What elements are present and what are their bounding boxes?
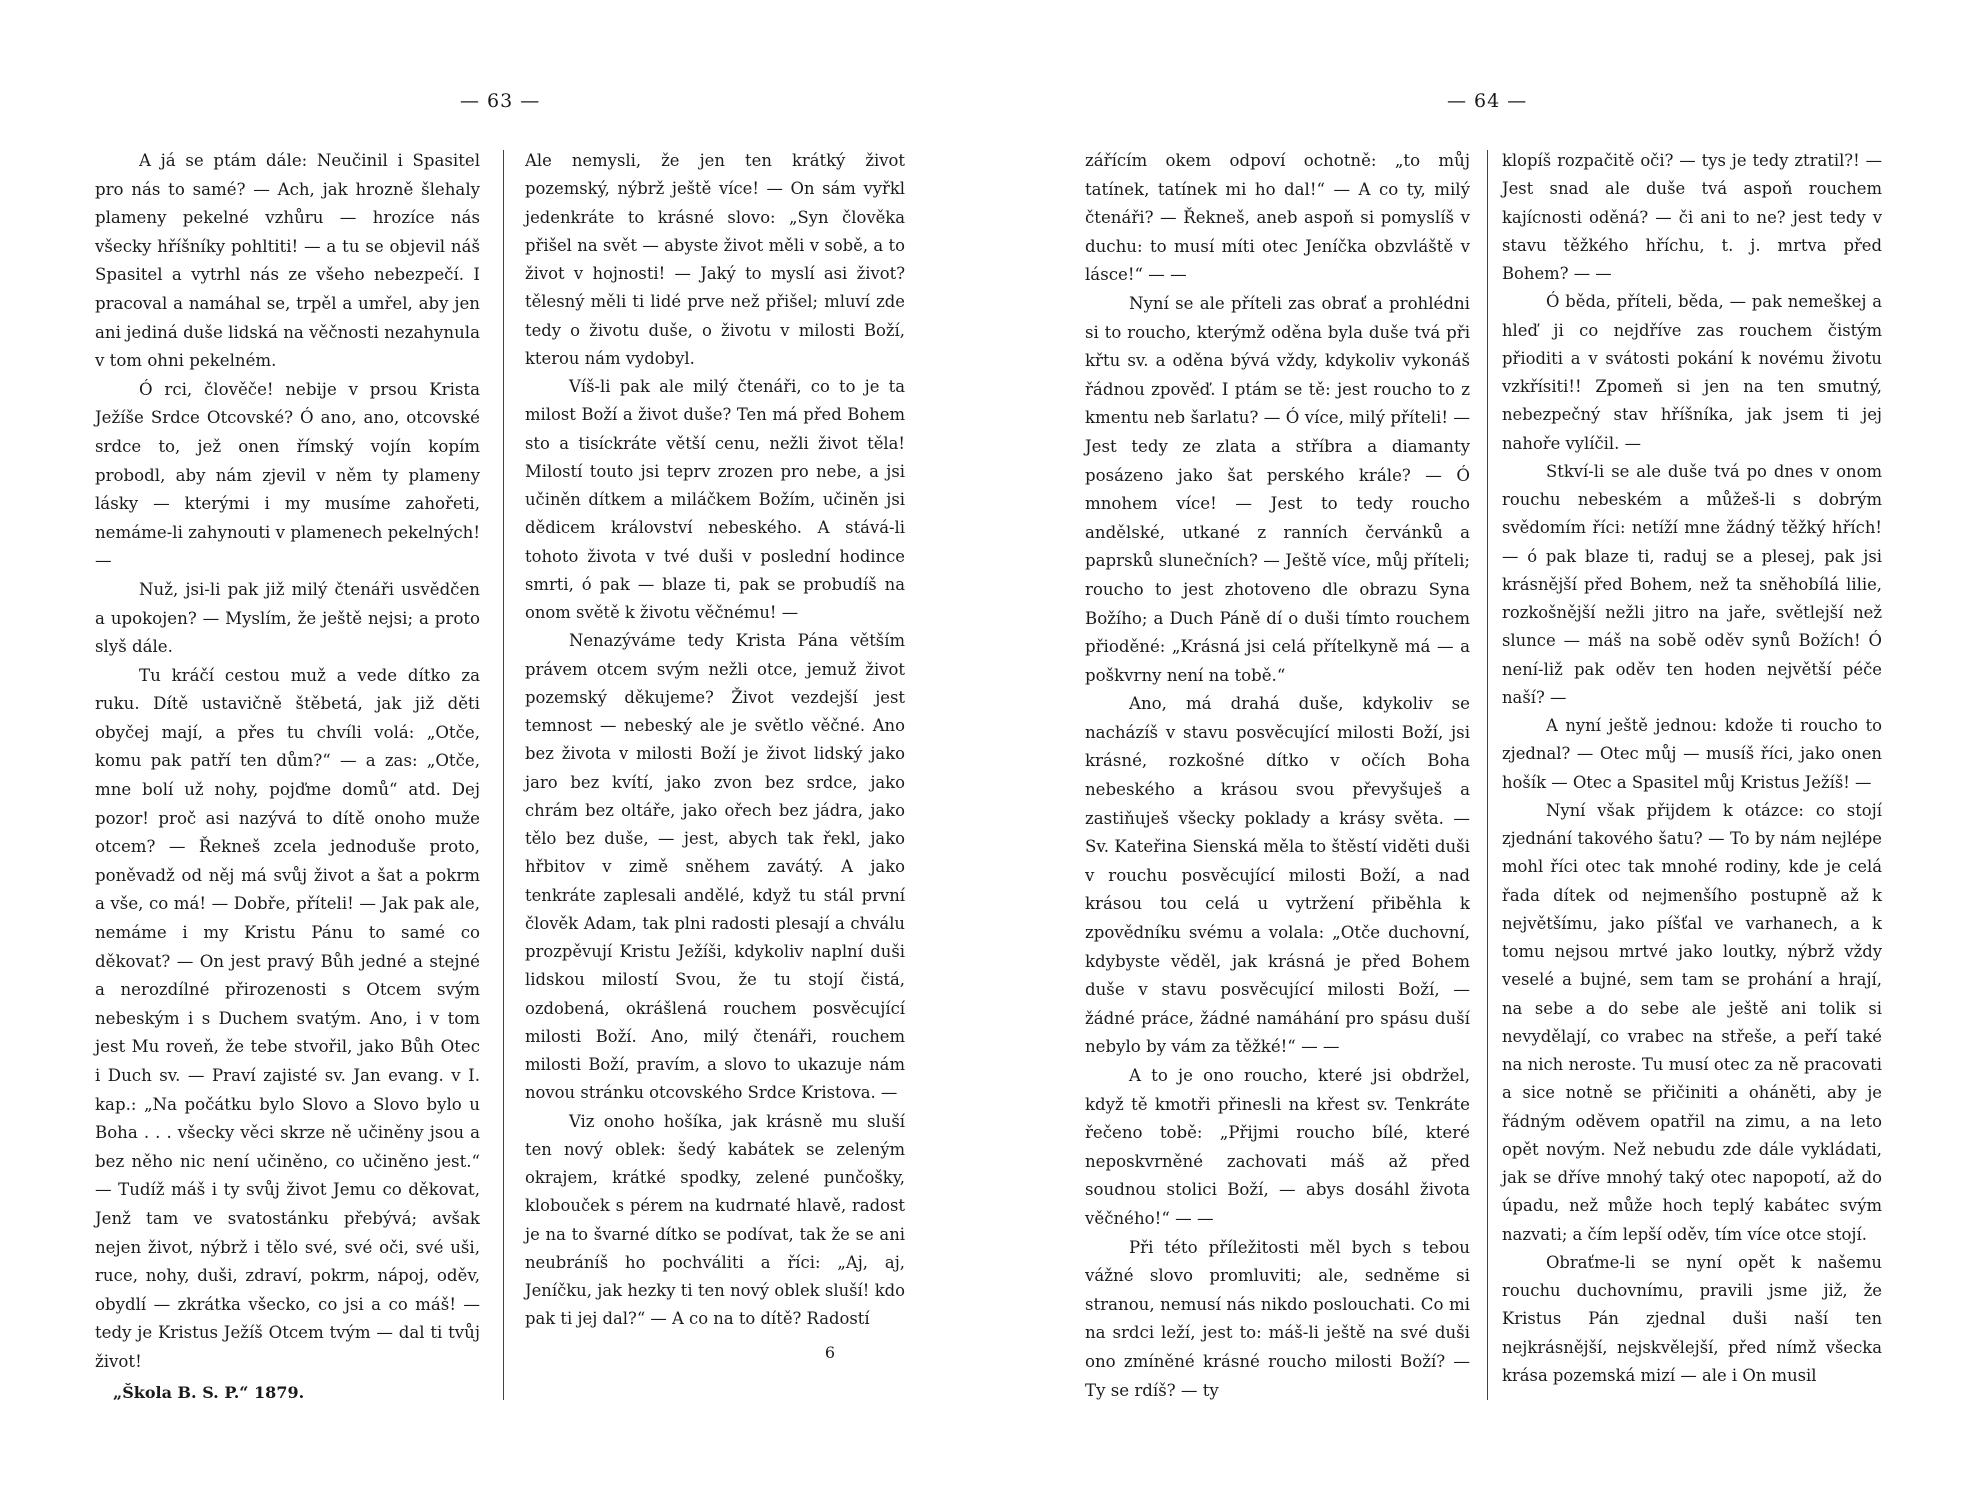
paragraph: Stkví-li se ale duše tvá po dnes v onom rouchu nebeském a můžeš-li s dobrým svědomím říci: netíží mne žádný těžký hřích! — ó pak blaze ti, raduj se a plesej, pak jsi krásnější před Bohem, než ta sněhobílá lilie, rozkošnější nežli jitro na jaře, světlejší než slunce — máš na sobě oděv synů Božích! Ó není-liž pak oděv ten hoden největší péče naší? — (1502, 461, 1882, 707)
paragraph: Tu kráčí cestou muž a vede dítko za ruku. Dítě ustavičně štěbetá, jak již děti obyčej mají, a přes tu chvíli volá: „Otče, komu pak patří ten dům?“ — a zas: „Otče, mne bolí už nohy, pojďme domů“ atd. Dej pozor! proč asi nazývá to dítě onoho muže otcem? — Řekneš zcela jednoduše proto, poněvadž od něj má svůj život a šat a pokrm a vše, co má! — Dobře, příteli! — Jak pak ale, nemáme i my Kristu Pánu to samé co děkovat? — On jest pravý Bůh jedné a stejné a nerozdílné přirozenosti s Otcem svým nebeským i s Duchem svatým. Ano, i v tom jest Mu roveň, že tebe stvořil, jako Bůh Otec i Duch sv. — Praví zajisté sv. Jan evang. v I. kap.: „Na počátku bylo Slovo a Slovo bylo u Boha . . . všecky věci skrze ně učiněny jsou a bez něho nic není učiněno, co učiněno jest.“ — Tudíž máš i ty svůj život Jemu co děkovat, Jenž tam ve svatostánku přebývá; avšak nejen život, nýbrž i tělo své, své oči, své uši, ruce, nohy, duši, zdraví, pokrm, nápoj, oděv, obydlí — zkrátka všecko, co jsi a co máš! — tedy je Kristus Ježíš Otcem tvým — dal ti tvůj život! (95, 665, 480, 1371)
signature-mark: 6 (824, 1343, 835, 1363)
paragraph: Nyní však přijdem k otázce: co stojí zjednání takového šatu? — To by nám nejlépe mohl říci otec tak mnohé rodiny, kde je celá řada dítek od nejmenšího postupně až k největšímu, jako píšťal ve varhanech, a k tomu nejsou mrtvé jako loutky, nýbrž vždy veselé a bujné, sem tam se prohání a hrají, na sebe a do sebe ale ještě ani tolik si nevydělají, co vrabec na střeše, a peří také na nich neroste. Tu musí otec za ně pracovati a sice notně se přičiniti a oháněti, aby je řádným oděvem opatřil na zimu, a na leto opět novým. Než nebudu zde dále vykládati, jak se dříve mnohý taký otec napopotí, až do úpadu, než může hoch teplý kabátec svým nazvati; a čím lepší oděv, tím více otce stojí. (1502, 800, 1882, 1244)
paragraph: Nenazýváme tedy Krista Pána větším právem otcem svým nežli otce, jemuž život pozemský děkujeme? Život vezdejší jest temnost — nebeský ale je světlo věčné. Ano bez života v milosti Boží je život lidský jako jaro bez kvítí, jako zvon bez srdce, jako chrám bez oltáře, jako ořech bez jádra, jako tělo bez duše, — jest, abych tak řekl, jako hřbitov v zimě sněhem zavátý. A jako tenkráte zaplesali andělé, když tu stál první člověk Adam, tak plni radosti plesají a chválu prozpěvují Kristu Ježíši, kdykoliv naplní duši lidskou milostí Svou, že tu stojí čistá, ozdobená, okrášlená rouchem posvěcující milosti Boží. Ano, milý čtenáři, rouchem milosti Boží, pravím, a slovo to ukazuje nám novou stránku otcovského Srdce Kristova. — (525, 631, 905, 1103)
paragraph: A to je ono roucho, které jsi obdržel, když tě kmotři přinesli na křest sv. Tenkráte řečeno tobě: „Přijmi roucho bílé, které neposkvrněné zachovati máš až před soudnou stolici Boží, — abys dosáhl života věčného!“ — — (1085, 1066, 1470, 1228)
column-divider-left (503, 150, 504, 1400)
page-number-right: — 64 — (1447, 90, 1528, 112)
column-divider-right (1487, 150, 1488, 1400)
text-column-2 (525, 147, 905, 1363)
paragraph: Nyní se ale příteli zas obrať a prohlédni si to roucho, kterýmž oděna byla duše tvá při křtu sv. a oděna bývá vždy, kdykoliv vykonáš řádnou zpověď. I ptám se tě: jest roucho to z kmentu neb šarlatu? — Ó více, milý příteli! — Jest tedy ze zlata a stříbra a diamanty posázeno jako šat perského krále? — Ó mnohem více! — Jest to tedy roucho andělské, utkané z ranních červánků a paprsků slunečních? — Ještě více, můj příteli; roucho to jest zhotoveno dle obrazu Syna Božího; a Duch Páně dí o duši tímto rouchem přioděné: „Krásná jsi celá přítelkyně má — a poškvrny není na tobě.“ (1085, 293, 1470, 685)
page-number-left: — 63 — (460, 90, 541, 112)
paragraph: Ó běda, příteli, běda, — pak nemeškej a hleď ji co nejdříve zas rouchem čistým přioditi a v svátosti pokání k novému životu vzkřísiti!! Zpomeň si jen na ten smutný, nebezpečný stav hříšníka, jak jsem ti jej nahoře vylíčil. — (1502, 292, 1882, 453)
paragraph: Víš-li pak ale milý čtenáři, co to je ta milost Boží a život duše? Ten má před Bohem sto a tisíckráte větší cenu, nežli život těla! Milostí touto jsi teprv zrozen pro nebe, a jsi učiněn dítkem a miláčkem Božím, učiněn jsi dědicem království nebeského. A stává-li tohoto života v tvé duši v poslední hodince smrti, ó pak — blaze ti, pak se probudíš na onom světě k životu věčnému! — (525, 377, 905, 622)
text-column-3 (1085, 147, 1470, 1405)
paragraph: Nuž, jsi-li pak již milý čtenáři usvědčen a upokojen? — Myslím, že ještě nejsi; a proto slyš dále. (95, 579, 480, 657)
paragraph: Při této příležitosti měl bych s tebou vážné slovo promluviti; ale, sedněme si stranou, nemusí nás nikdo poslouchati. Co mi na srdci leží, jest to: máš-li ještě na své duši ono zmíněné krásné roucho milosti Boží? — Ty se rdíš? — ty (1085, 1237, 1470, 1400)
footer-note: „Škola B. S. P.“ 1879. (113, 1382, 305, 1402)
text-column-4 (1502, 147, 1882, 1390)
paragraph: Ó rci, člověče! nebije v prsou Krista Ježíše Srdce Otcovské? Ó ano, ano, otcovské srdce to, jež onen římský vojín kopím probodl, aby nám zjevil v něm ty plameny lásky — kterými i my musíme zahořeti, nemáme-li zahynouti v plamenech pekelných! — (95, 379, 480, 571)
paragraph: zářícím okem odpoví ochotně: „to můj tatínek, tatínek mi ho dal!“ — A co ty, milý čtenáři? — Řekneš, aneb aspoň si pomyslíš v duchu: to musí míti otec Jeníčka obzvláště v lásce!“ — — (1085, 151, 1470, 285)
text-column-1 (95, 147, 480, 1407)
paragraph: Viz onoho hošíka, jak krásně mu sluší ten nový oblek: šedý kabátek se zeleným okrajem, krátké spodky, zelené punčošky, klobouček s pérem na kudrnaté hlavě, radost je na to švarné dítko se podívat, tak že se ani neubráníš ho pochváliti a říci: „Aj, aj, Jeníčku, jak hezky ti ten nový oblek sluší! kdo pak ti jej dal?“ — A co na to dítě? Radostí (525, 1111, 905, 1329)
paragraph: Ale nemysli, že jen ten krátký život pozemský, nýbrž ještě více! — On sám vyřkl jedenkráte to krásné slovo: „Syn člověka přišel na svět — abyste život měli v sobě, a to život v hojnosti! — Jaký to myslí asi život? tělesný měli ti lidé prve než přišel; mluví zde tedy o životu duše, o životu v milosti Boží, kterou nám vydobyl. (525, 151, 905, 368)
paragraph: A já se ptám dále: Neučinil i Spasitel pro nás to samé? — Ach, jak hrozně šlehaly plameny pekelné vzhůru — hrozíce nás všecky hříšníky pohltiti! — a tu se objevil náš Spasitel a vytrhl nás ze všeho nebezpečí. I pracoval a namáhal se, trpěl a umřel, aby jen ani jediná duše lidská na věčnosti nezahynula v tom ohni pekelném. (95, 151, 480, 371)
paragraph: A nyní ještě jednou: kdože ti roucho to zjednal? — Otec můj — musíš říci, jako onen hošík — Otec a Spasitel můj Kristus Ježíš! — (1502, 716, 1882, 792)
paragraph: Ano, má drahá duše, kdykoliv se nacházíš v stavu posvěcující milosti Boží, jsi krásné, rozkošné dítko v očích Boha nebeského a krásou svou převyšuješ a zastiňuješ všecky poklady a krásy světa. — Sv. Kateřina Sienská měla to štěstí viděti duši v rouchu posvěcující milosti Boží, a nad krásou tou celá u vytržení přiběhla k zpovědníku svému a volala: „Otče duchovní, kdybyste věděl, jak krásná je před Bohem duše v stavu posvěcující milosti Boží, — žádné práce, žádné namáhání pro spásu duší nebylo by vám za těžké!“ — — (1085, 694, 1470, 1057)
paragraph: klopíš rozpačitě oči? — tys je tedy ztratil?! — Jest snad ale duše tvá aspoň rouchem kajícnosti oděná? — či ani to ne? jest tedy v stavu těžkého hříchu, t. j. mrtva před Bohem? — — (1502, 151, 1882, 283)
paragraph: Obraťme-li se nyní opět k našemu rouchu duchovnímu, pravili jsme již, že Kristus Pán zjednal duši naší ten nejkrásnější, nejskvělejší, před nímž všecka krása pozemská mizí — ale i On musil (1502, 1252, 1882, 1385)
